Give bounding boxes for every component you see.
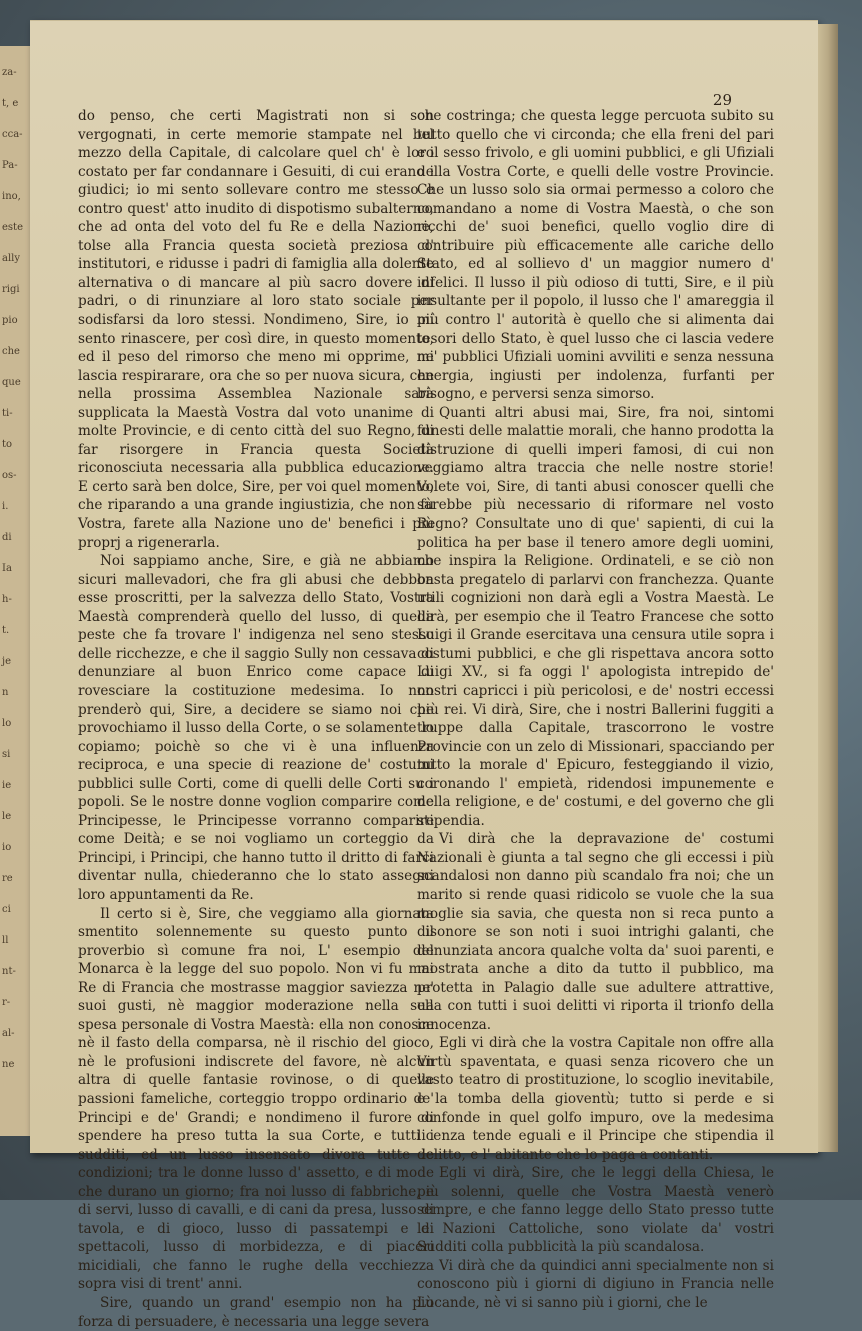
margin-fragment: ne (2, 1059, 15, 1070)
margin-fragment: ll (2, 935, 9, 946)
paragraph: Vi dirà che da quindici anni specialmente non si conoscono più i giorni di digiuno in Francia nelle Locande, nè vi si sanno più i giorni, che le (417, 1257, 774, 1311)
paragraph: Vi dirà che la depravazione de' costumi Nazionali è giunta a tal segno che gli eccessi i più scandalosi non danno più scandalo fra noi; che un marito si rende quasi ridicolo se vuole che la sua moglie sia savia, che questa non si reca punto a disonore se son noti i suoi intrighi galanti, che denunziata ancora qualche volta da' suoi parenti, e mostrata anche a dito da tutto il pubblico, ma protetta in Palagio dalle sue adultere attrattive, ella con tutti i suoi delitti vi riporta il trionfo della innocenza. (417, 831, 774, 1033)
margin-fragment: que (2, 377, 21, 388)
margin-fragment: n (2, 687, 9, 698)
margin-fragment: di (2, 532, 12, 543)
margin-fragment: rigi (2, 284, 20, 295)
margin-fragment: pio (2, 315, 18, 326)
previous-page-edge (0, 46, 31, 1136)
margin-fragment: ie (2, 780, 12, 791)
margin-fragment: Ia (2, 563, 12, 574)
margin-fragment: ti- (2, 408, 13, 419)
margin-fragment: al- (2, 1028, 15, 1039)
paragraph: Quanti altri abusi mai, Sire, fra noi, sintomi funesti delle malattie morali, che hanno prodotta la distruzione di quelli imperi famosi, di cui non veggiamo altra traccia che nelle nostre storie! Volete voi, Sire, di tanti abusi conoscer quelli che sarebbe più necessario di riformare nel vosto Regno? Consultate uno di que' sapienti, di cui la politica ha per base il tenero amore degli uomini, che inspira la Religione. Ordinateli, e se ciò non basta pregatelo di parlarvi con franchezza. Quante utili cognizioni non darà egli a Vostra Maestà. Le dirà, per esempio che il Teatro Francese che sotto Luigi il Grande esercitava una censura utile sopra i costumi pubblici, e che gli rispettava ancora sotto Luigi XV., si fa oggi l' apologista intrepido de' nostri capricci i più pericolosi, e de' nostri eccessi più rei. Vi dirà, Sire, che i nostri Ballerini fuggiti a truppe dalla Capitale, trascorrono le vostre Provincie con un zelo di Missionari, spacciando per tutto la morale d' Epicuro, festeggiando il vizio, coronando l' empietà, ridendosi impunemente e della religione, e de' costumi, e del governo che gli stipendia. (417, 404, 774, 829)
paragraph: Sire, quando un grand' esempio non ha più forza di persuadere, è necessaria una legge severa (78, 1295, 434, 1330)
margin-fragment: ally (2, 253, 21, 264)
right-text-column (417, 107, 774, 1313)
margin-fragment: t, e (2, 98, 19, 109)
margin-fragment: t. (2, 625, 10, 636)
paragraph: che costringa; che questa legge percuota subito su tutto quello che vi circonda; che ella freni del pari e il sesso frivolo, e gli uomini pubblici, e gli Ufiziali della Vostra Corte, e quelli delle vostre Provincie. Che un lusso solo sia ormai permesso a coloro che comandano a nome di Vostra Maestà, o che son ricchi de' suoi benefici, quello voglio dire di contribuire più efficacemente alle cariche dello Stato, ed al sollievo d' un maggior numero d' infelici. Il lusso il più odioso di tutti, Sire, e il più insultante per il popolo, il lusso che l' amareggia il più contro l' autorità è quello che si alimenta dai tesori dello Stato, è quel lusso che ci lascia vedere ne' pubblici Ufiziali uomini avviliti e senza nessuna energia, ingiusti per indolenza, furfanti per bisogno, e perversi senza simorso. (417, 108, 774, 403)
margin-fragment: io (2, 842, 12, 853)
margin-fragment: za- (2, 67, 17, 78)
margin-fragment: je (2, 656, 12, 667)
left-text-column (78, 107, 434, 1331)
margin-fragment: r- (2, 997, 11, 1008)
margin-fragment: nt- (2, 966, 16, 977)
margin-fragment: le (2, 811, 12, 822)
paragraph: Il certo si è, Sire, che veggiamo alla giornata smentito solennemente su questo punto il proverbio sì comune fra noi, L' esempio del Monarca è la legge del suo popolo. Non vi fu mai Re di Francia che mostrasse maggior saviezza ne' suoi gusti, nè maggior moderazione nella sua spesa personale di Vostra Maestà: ella non conosce nè il fasto della comparsa, nè il rischio del gioco, nè le profusioni indiscrete del favore, nè alcun altra di quelle fantasie rovinose, o di quelle passioni fameliche, corteggio troppo ordinario de' Principi e de' Grandi; e nondimeno il furore di spendere ha preso tutta la sua Corte, e tutti i sudditi, ed un lusso insensato divora tutte le condizioni; tra le donne lusso d' assetto, e di mode che durano un giorno; fra noi lusso di fabbriche, e di servi, lusso di cavalli, e di cani da presa, lusso di tavola, e di gioco, lusso di passatempi e di spettacoli, lusso di morbidezza, e di piaceri micidiali, che fanno le rughe della vecchiezza sopra visi di trent' anni. (78, 905, 434, 1293)
paragraph: Egli vi dirà che la vostra Capitale non offre alla Virtù spaventata, e quasi senza ricovero che un vasto teatro di prostituzione, lo scoglio inevitabile, e la tomba della gioventù; tutto si perde e si confonde in quel golfo impuro, ove la medesima licenza tende eguali e il Principe che stipendia il delitto, e l' abitante che lo paga a contanti. (417, 1035, 774, 1163)
margin-fragment: ci (2, 904, 11, 915)
margin-fragment: si (2, 749, 11, 760)
margin-fragment: os- (2, 470, 17, 481)
paragraph: Egli vi dirà, Sire, che le leggi della Chiesa, le più solenni, quelle che Vostra Maestà venerò sempre, e che fanno legge dello Stato presso tutte le Nazioni Cattoliche, sono violate da' vostri Sudditi colla pubblicità la più scandalosa. (417, 1165, 774, 1256)
margin-fragment: cca- (2, 129, 23, 140)
margin-fragment: i. (2, 501, 9, 512)
paragraph: do penso, che certi Magistrati non si son vergognati, in certe memorie stampate nel bel mezzo della Capitale, di calcolare quel ch' è loro costato per far condannare i Gesuiti, di cui erano i giudici; io mi sento sollevare contro me stesso e contro quest' atto inudito di dispotismo subalterno, che ad onta del voto del fu Re e della Nazione, tolse alla Francia questa società preziosa d' institutori, e ridusse i padri di famiglia alla dolente alternativa o di mancare al più sacro dovere di padri, o di rinunziare al loro stato sociale per sodisfarsi da loro stessi. Nondimeno, Sire, io mi sento rinascere, per così dire, in questo momento, ed il peso del rimorso che meno mi opprime, mi lascia respirarare, ora che so per nuova sicura, che nella prossima Assemblea Nazionale sarà supplicata la Maestà Vostra dal voto unanime di molte Provincie, e di cento città del suo Regno, di far risorgere in Francia questa Società riconosciuta necessaria alla pubblica educazione. E certo sarà ben dolce, Sire, per voi quel momento, che riparando a una grande ingiustizia, che non fù Vostra, farete alla Nazione uno de' benefici i più proprj a rigenerarla. (78, 108, 434, 551)
margin-fragment: Pa- (2, 160, 18, 171)
book-page (30, 20, 818, 1330)
margin-fragment: to (2, 439, 13, 450)
margin-fragment: che (2, 346, 20, 357)
margin-fragment: h- (2, 594, 12, 605)
margin-fragment: ino, (2, 191, 21, 202)
paragraph: Noi sappiamo anche, Sire, e già ne abbiamo sicuri mallevadori, che fra gli abusi che debbon esse proscritti, per la salvezza dello Stato, Vostra Maestà comprenderà quello del lusso, di quella peste che fa trovare l' indigenza nel seno stesso delle ricchezze, e che il saggio Sully non cessava di denunziare al buon Enrico come capace di rovesciare la costituzione medesima. Io non prenderò qui, Sire, a decidere se siamo noi che provochiamo il lusso della Corte, o se solamente lo copiamo; poichè so che vi è una influenza reciproca, e una specie di reazione de' costumi pubblici sulle Corti, come di quelli delle Corti su i popoli. Se le nostre donne voglion comparire come Principesse, le Principesse vorranno comparire come Deità; e se noi vogliamo un corteggio da Principi, i Principi, che hanno tutto il dritto di farci diventar nulla, chiederanno che lo stato assegni loro appuntamenti da Re. (78, 553, 434, 903)
page-number: 29 (712, 91, 732, 109)
page-stack-edge (818, 24, 838, 1152)
margin-fragment: re (2, 873, 13, 884)
margin-fragment: lo (2, 718, 12, 729)
margin-fragment: este (2, 222, 23, 233)
